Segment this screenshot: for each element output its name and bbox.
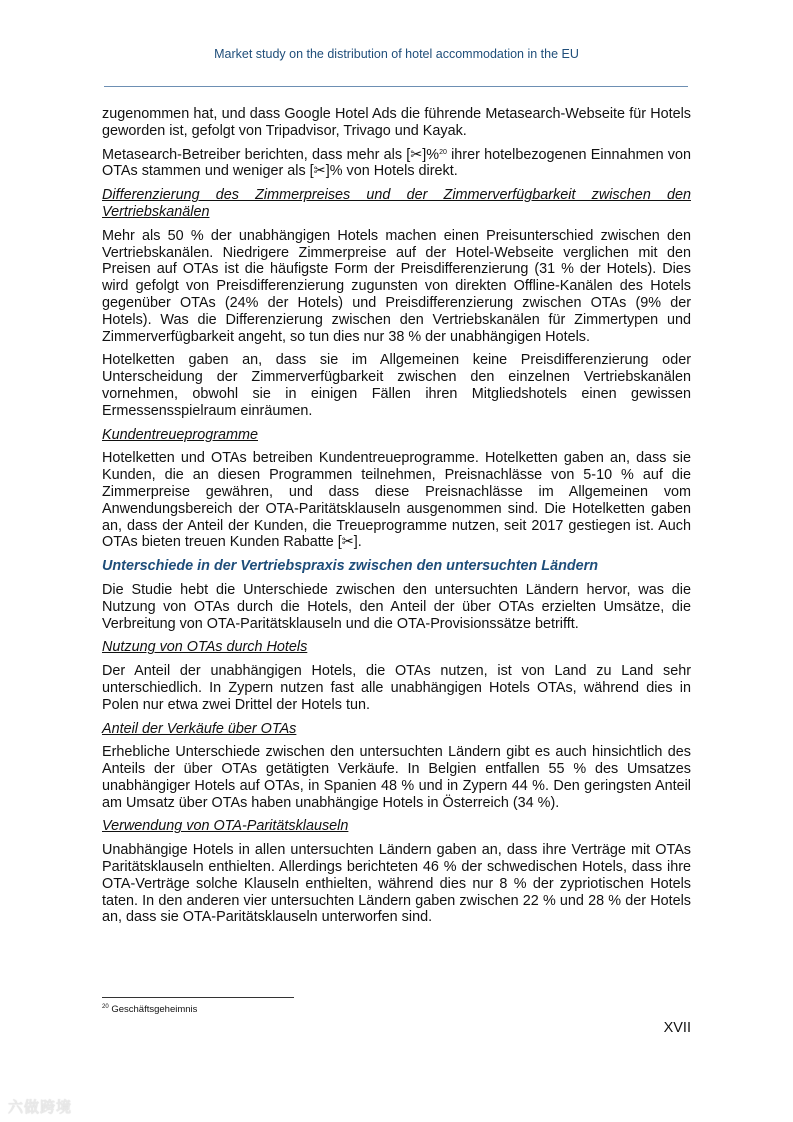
paragraph (102, 147, 691, 181)
paragraph: Hotelketten und OTAs betreiben Kundentreueprogramme. Hotelketten gaben an, dass sie Kunden, die an diesen Programmen teilnehmen, Preisnachlässe von 5-10 % auf die Zimmerpreise gewähren, und dass diese Preisnachlässe im Allgemeinen vom Anwendungsbereich der OTA-Paritätsklauseln ausgenommen sind. Die Hotelketten gaben an, dass der Anteil der Kunden, die Treueprogramme nutzen, seit 2017 gestiegen ist. Auch OTAs bieten treuen Kunden Rabatte [✂]. (102, 450, 691, 551)
paragraph-text: Metasearch-Betreiber berichten, dass mehr als [✂]% (102, 146, 440, 163)
subheading: Kundentreueprogramme (102, 426, 258, 443)
running-header: Market study on the distribution of hotel accommodation in the EU (214, 47, 579, 61)
paragraph: Unabhängige Hotels in allen untersuchten Ländern gaben an, dass ihre Verträge mit OTAs Paritätsklauseln enthielten. Allerdings berichteten 46 % der schwedischen Hotels, dass ihre OTA-Verträge solche Klauseln enthielten, während dies nur 8 % der zypriotischen Hotels taten. In den anderen vier untersuchten Ländern gaben zwischen 22 % und 28 % der Hotels an, dass sie OTA-Paritätsklauseln unterworfen sind. (102, 842, 691, 926)
header-divider (104, 86, 688, 87)
paragraph: Mehr als 50 % der unabhängigen Hotels machen einen Preisunterschied zwischen den Vertriebskanälen. Niedrigere Zimmerpreise auf der Hotel-Webseite verglichen mit den Preisen auf OTAs ist die häufigste Form der Preisdifferenzierung (31 % der Hotels). Dies wird gefolgt von Preisdifferenzierung zugunsten von direkten Offline-Kanälen des Hotels gegenüber OTAs (24% der Hotels) und Preisdifferenzierung zwischen OTAs (9% der Hotels). Was die Differenzierung zwischen den Vertriebskanälen für Zimmertypen und Zimmerverfügbarkeit angeht, so tun dies nur 38 % der unabhängigen Hotels. (102, 227, 691, 345)
subheading: Nutzung von OTAs durch Hotels (102, 639, 308, 656)
footnote-ref[interactable]: 20 (439, 148, 447, 156)
footnote-text: Geschäftsgeheimnis (108, 1004, 198, 1015)
paragraph: Der Anteil der unabhängigen Hotels, die OTAs nutzen, ist von Land zu Land sehr unterschiedlich. In Zypern nutzen fast alle unabhängigen Hotels OTAs, während dies in Polen nur etwa zwei Drittel der Hotels tun. (102, 663, 691, 713)
page-number: XVII (663, 1020, 691, 1036)
paragraph: Hotelketten gaben an, dass sie im Allgemeinen keine Preisdifferenzierung oder Unterscheidung der Zimmerverfügbarkeit zwischen den einzelnen Vertriebskanälen vornehmen, obwohl sie in einigen Fällen ihren Mitgliedshotels einen gewissen Ermessensspielraum einräumen. (102, 352, 691, 419)
footnote-number: 20 (102, 1004, 109, 1010)
watermark-logo: 六做跨境 (8, 1099, 73, 1116)
subheading: Differenzierung des Zimmerpreises und der Zimmerverfügbarkeit zwischen den Vertriebskanälen (102, 187, 691, 220)
paragraph: Erhebliche Unterschiede zwischen den untersuchten Ländern gibt es auch hinsichtlich des Anteils der über OTAs getätigten Verkäufe. In Belgien entfallen 55 % des Umsatzes unabhängiger Hotels auf OTAs, in Spanien 48 % und in Zypern 44 %. Den geringsten Anteil am Umsatz über OTAs haben unabhängige Hotels in Österreich (34 %). (102, 744, 691, 811)
subheading: Verwendung von OTA-Paritätsklauseln (102, 818, 349, 835)
footnote (102, 1004, 197, 1015)
paragraph-text: ihrer hotelbezogenen Einnahmen von OTAs stammen und weniger als [✂]% von Hotels direkt. (102, 146, 691, 180)
paragraph: zugenommen hat, und dass Google Hotel Ads die führende Metasearch-Webseite für Hotels geworden ist, gefolgt von Tripadvisor, Trivago und Kayak. (102, 106, 691, 139)
section-heading: Unterschiede in der Vertriebspraxis zwischen den untersuchten Ländern (102, 558, 599, 575)
body-text (102, 106, 691, 933)
footnote-divider (102, 997, 294, 998)
subheading: Anteil der Verkäufe über OTAs (102, 720, 297, 737)
paragraph: Die Studie hebt die Unterschiede zwischen den untersuchten Ländern hervor, was die Nutzung von OTAs durch die Hotels, den Anteil der über OTAs erzielten Umsätze, die Verbreitung von OTA-Paritätsklauseln und die OTA-Provisionssätze betrifft. (102, 581, 691, 632)
